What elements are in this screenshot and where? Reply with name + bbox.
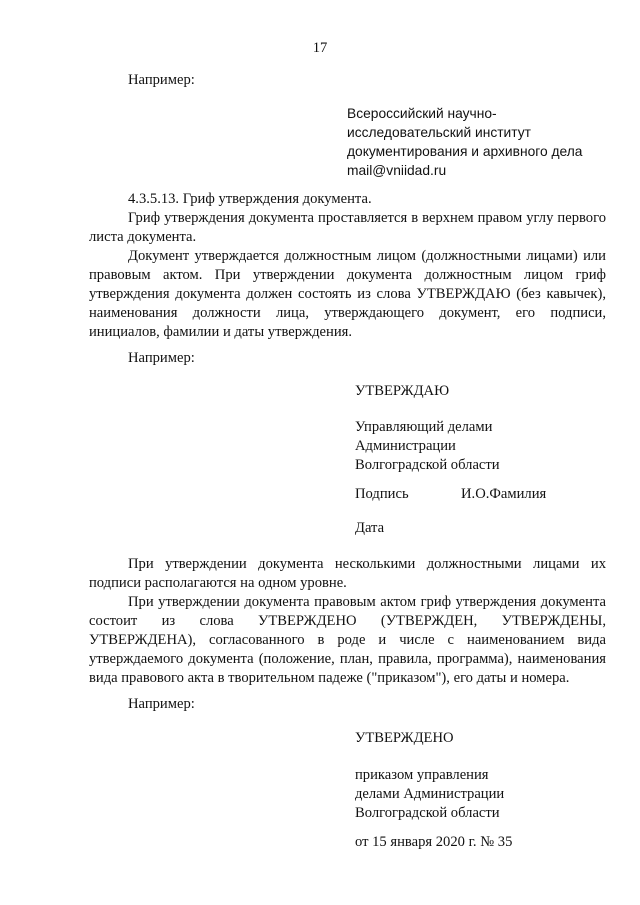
addressee-line: документирования и архивного дела	[347, 144, 583, 159]
signature-label: Подпись	[355, 486, 409, 502]
addressee-email: mail@vniidad.ru	[347, 163, 447, 178]
approval-position-block	[355, 418, 500, 475]
section-heading: 4.3.5.13. Гриф утверждения документа.	[128, 191, 372, 207]
date-label: Дата	[355, 520, 385, 536]
paragraph-4: При утверждении документа правовым актом гриф утверждения документа состоит из слова УТВЕРЖДЕНО (УТВЕРЖДЕН, УТВЕРЖДЕНЫ, УТВЕРЖДЕНА), согласованного в роде и числе с наименованием вида утверждаемого документа (положение, план, правила, программа), наименования вида правового акта в творительном падеже ("приказом"), его даты и номера.	[89, 594, 606, 686]
addressee-block	[347, 104, 582, 180]
signer-name: И.О.Фамилия	[461, 486, 547, 502]
approved-stamp-title: УТВЕРЖДЕНО	[355, 730, 454, 746]
act-line: Волгоградской области	[355, 805, 500, 821]
act-line: приказом управления	[355, 767, 489, 783]
act-line: делами Администрации	[355, 786, 505, 802]
addressee-line: исследовательский институт	[347, 125, 531, 140]
addressee-line: Всероссийский научно-	[347, 106, 497, 121]
position-line: Администрации	[355, 438, 456, 454]
paragraph-1: Гриф утверждения документа проставляется в верхнем правом углу первого листа документа.	[89, 210, 606, 245]
example-label-1: Например:	[128, 72, 195, 88]
approval-stamp-title: УТВЕРЖДАЮ	[355, 383, 450, 399]
act-date-number: от 15 января 2020 г. № 35	[355, 834, 513, 850]
page-number: 17	[312, 40, 328, 56]
approving-act-block	[355, 766, 504, 823]
example-label-2: Например:	[128, 350, 195, 366]
position-line: Управляющий делами	[355, 419, 493, 435]
example-label-3: Например:	[128, 696, 195, 712]
position-line: Волгоградской области	[355, 457, 500, 473]
paragraph-3: При утверждении документа несколькими должностными лицами их подписи располагаются на одном уровне.	[89, 556, 606, 591]
paragraph-2: Документ утверждается должностным лицом (должностными лицами) или правовым актом. При утверждении документа должностным лицом гриф утверждения документа должен состоять из слова УТВЕРЖДАЮ (без кавычек), наименования должности лица, утверждающего документ, его подписи, инициалов, фамилии и даты утверждения.	[89, 248, 606, 340]
